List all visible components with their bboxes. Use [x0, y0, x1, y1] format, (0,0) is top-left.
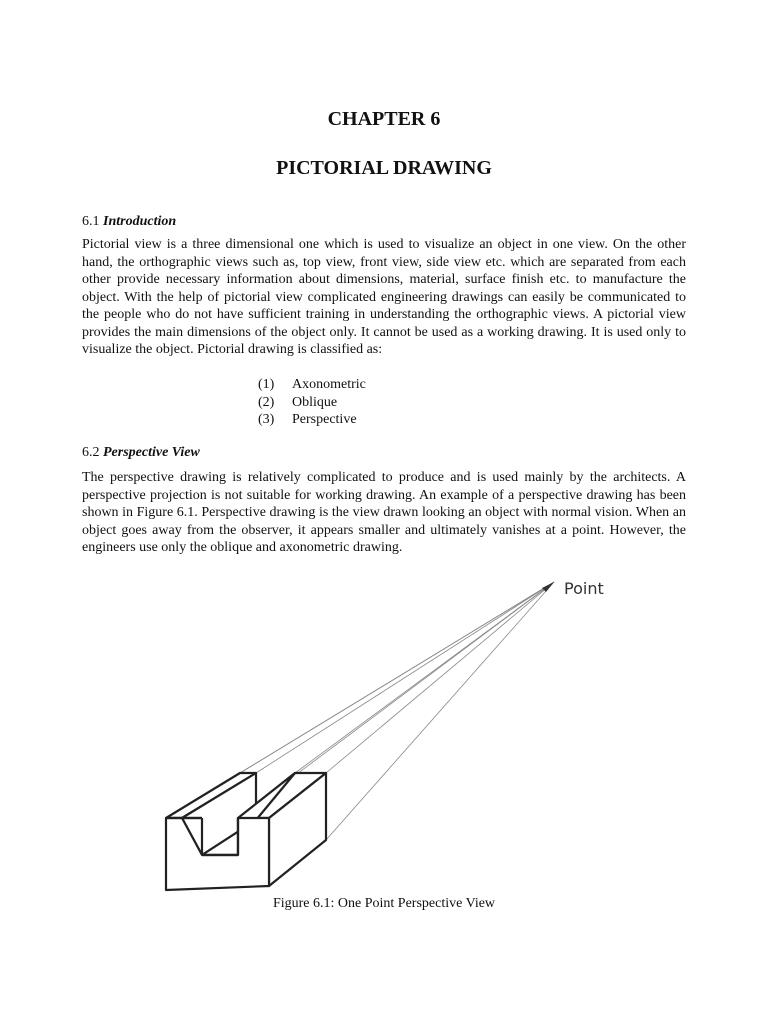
classification-list: [258, 376, 366, 429]
section-number: 6.1: [82, 214, 100, 229]
list-item-number: (2): [258, 394, 275, 410]
section-heading-perspective-view: [82, 445, 200, 461]
perspective-paragraph: The perspective drawing is relatively complicated to produce and is used mainly by the architects. A perspective projection is not suitable for working drawing. An example of a perspective drawing has been shown in Figure 6.1. Perspective drawing is the view drawn looking an object with normal vision. When an object goes away from the observer, it appears smaller and ultimately vanishes at a point. However, the engineers use only the oblique and axonometric drawing.: [82, 470, 686, 555]
perspective-drawing-figure: [150, 570, 630, 896]
introduction-paragraph: Pictorial view is a three dimensional one which is used to visualize an object in one view. On the other hand, the orthographic views such as, top view, front view, side view etc. which are separated from each other provide necessary information about dimensions, material, surface finish etc. to manufacture the object. With the help of pictorial view complicated engineering drawings can easily be communicated to the people who do not have sufficient training in understanding the orthographic views. A pictorial view provides the main dimensions of the object only. It cannot be used as a working drawing. It is used only to visualize the object. Pictorial drawing is classified as:: [82, 237, 686, 357]
list-item-number: (3): [258, 412, 275, 427]
u-channel-block: [166, 773, 326, 890]
list-item-text: Perspective: [292, 412, 357, 427]
list-item: [258, 411, 366, 429]
list-item-text: Axonometric: [292, 377, 366, 392]
list-item: [258, 376, 366, 394]
section-heading-introduction: [82, 214, 176, 230]
figure-caption: Figure 6.1: One Point Perspective View: [272, 896, 496, 911]
chapter-heading: CHAPTER 6: [327, 108, 441, 130]
point-label: Point: [564, 579, 604, 598]
chapter-title: PICTORIAL DRAWING: [276, 157, 492, 179]
list-item-text: Oblique: [292, 394, 338, 410]
list-item: [258, 394, 366, 412]
section-name: Perspective View: [103, 445, 200, 460]
list-item-number: (1): [258, 377, 275, 392]
section-number: 6.2: [82, 445, 100, 460]
section-name: Introduction: [103, 214, 177, 229]
